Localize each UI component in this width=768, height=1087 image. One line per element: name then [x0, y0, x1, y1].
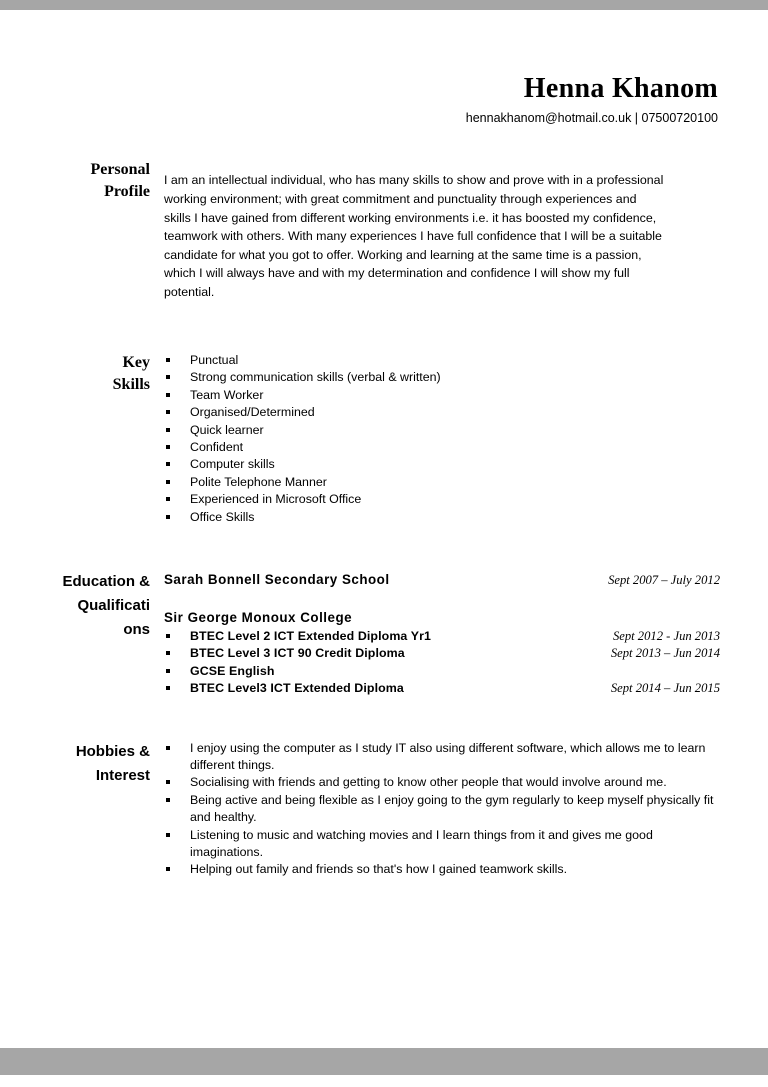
candidate-name: Henna Khanom	[523, 73, 718, 104]
section-label-education	[60, 570, 164, 642]
personal-profile-text: I am an intellectual individual, who has many skills to show and prove with in a professional working environment; with great commitment and punctuality through experiences and skills I have gained from different working environments i.e. it has boosted my confidence, teamwork with others. With many experiences I have full confidence that I will be a suitable candidate for what you got to offer. Working and learning at the same time is a passion, which I will always have and with my determination and confidence I will show my full potential.	[164, 173, 664, 299]
section-label-hobbies	[60, 740, 164, 788]
school-entry	[164, 570, 720, 590]
label-line-2: Interest	[95, 766, 150, 784]
section-label-personal-profile	[60, 159, 164, 203]
table-row	[164, 680, 720, 697]
section-personal-profile	[0, 159, 768, 314]
bottom-gray-band	[0, 1048, 768, 1075]
label-line-2: Skills	[112, 375, 150, 393]
resume-page	[0, 10, 768, 1048]
qualification-date: Sept 2012 - Jun 2013	[612, 629, 720, 643]
list-item: Organised/Determined	[164, 404, 720, 421]
list-item: Being active and being flexible as I enjoy going to the gym regularly to keep myself physically fit and healthy.	[164, 792, 720, 827]
spacer	[164, 590, 720, 608]
qualification-date: Sept 2013 – Jun 2014	[610, 646, 720, 661]
section-label-key-skills	[60, 352, 164, 396]
resume-header	[0, 10, 768, 126]
list-item: Polite Telephone Manner	[164, 474, 720, 491]
section-hobbies	[0, 740, 768, 879]
list-item: Strong communication skills (verbal & written)	[164, 369, 720, 386]
label-line-1: Hobbies &	[75, 742, 150, 760]
school-date: Sept 2007 – July 2012	[608, 573, 720, 587]
key-skills-content	[164, 352, 720, 526]
list-item: Socialising with friends and getting to know other people that would involve around me.	[164, 774, 720, 791]
personal-profile-content	[164, 159, 720, 314]
top-gray-band	[0, 0, 768, 10]
section-key-skills	[0, 352, 768, 526]
key-skills-list	[164, 352, 720, 526]
list-item: Punctual	[164, 352, 720, 369]
label-line-2: Profile	[104, 183, 150, 200]
label-line-3: ons	[123, 621, 150, 638]
list-item: Experienced in Microsoft Office	[164, 491, 720, 508]
table-row	[164, 645, 720, 662]
qualification-date: Sept 2014 – Jun 2015	[610, 681, 720, 696]
education-content	[164, 570, 720, 698]
qualification-title: BTEC Level3 ICT Extended Diploma	[190, 681, 404, 696]
table-row	[164, 663, 720, 680]
school-entry	[164, 608, 720, 628]
contact-line: hennakhanom@hotmail.co.uk | 07500720100	[465, 111, 718, 125]
qualification-title: BTEC Level 3 ICT 90 Credit Diploma	[190, 646, 405, 661]
label-line-1: Education &	[62, 573, 150, 590]
list-item: Helping out family and friends so that's how I gained teamwork skills.	[164, 861, 720, 878]
list-item: Listening to music and watching movies and I learn things from it and gives me good imaginations.	[164, 827, 720, 862]
hobbies-content	[164, 740, 720, 879]
qualification-title: GCSE English	[190, 663, 275, 678]
list-item: Office Skills	[164, 509, 720, 526]
label-line-2: Qualificati	[77, 597, 150, 614]
list-item: I enjoy using the computer as I study IT also using different software, which allows me to learn different things.	[164, 740, 720, 775]
qualifications-list	[164, 628, 720, 698]
school-name: Sarah Bonnell Secondary School	[164, 572, 390, 587]
list-item: Confident	[164, 439, 720, 456]
table-row	[164, 628, 720, 645]
hobbies-list	[164, 740, 720, 879]
label-line-1: Key	[122, 353, 150, 371]
label-line-1: Personal	[90, 161, 150, 178]
section-education	[0, 570, 768, 698]
list-item: Computer skills	[164, 456, 720, 473]
list-item: Quick learner	[164, 422, 720, 439]
school-name: Sir George Monoux College	[164, 610, 353, 625]
list-item: Team Worker	[164, 387, 720, 404]
qualification-title: BTEC Level 2 ICT Extended Diploma Yr1	[190, 629, 432, 643]
